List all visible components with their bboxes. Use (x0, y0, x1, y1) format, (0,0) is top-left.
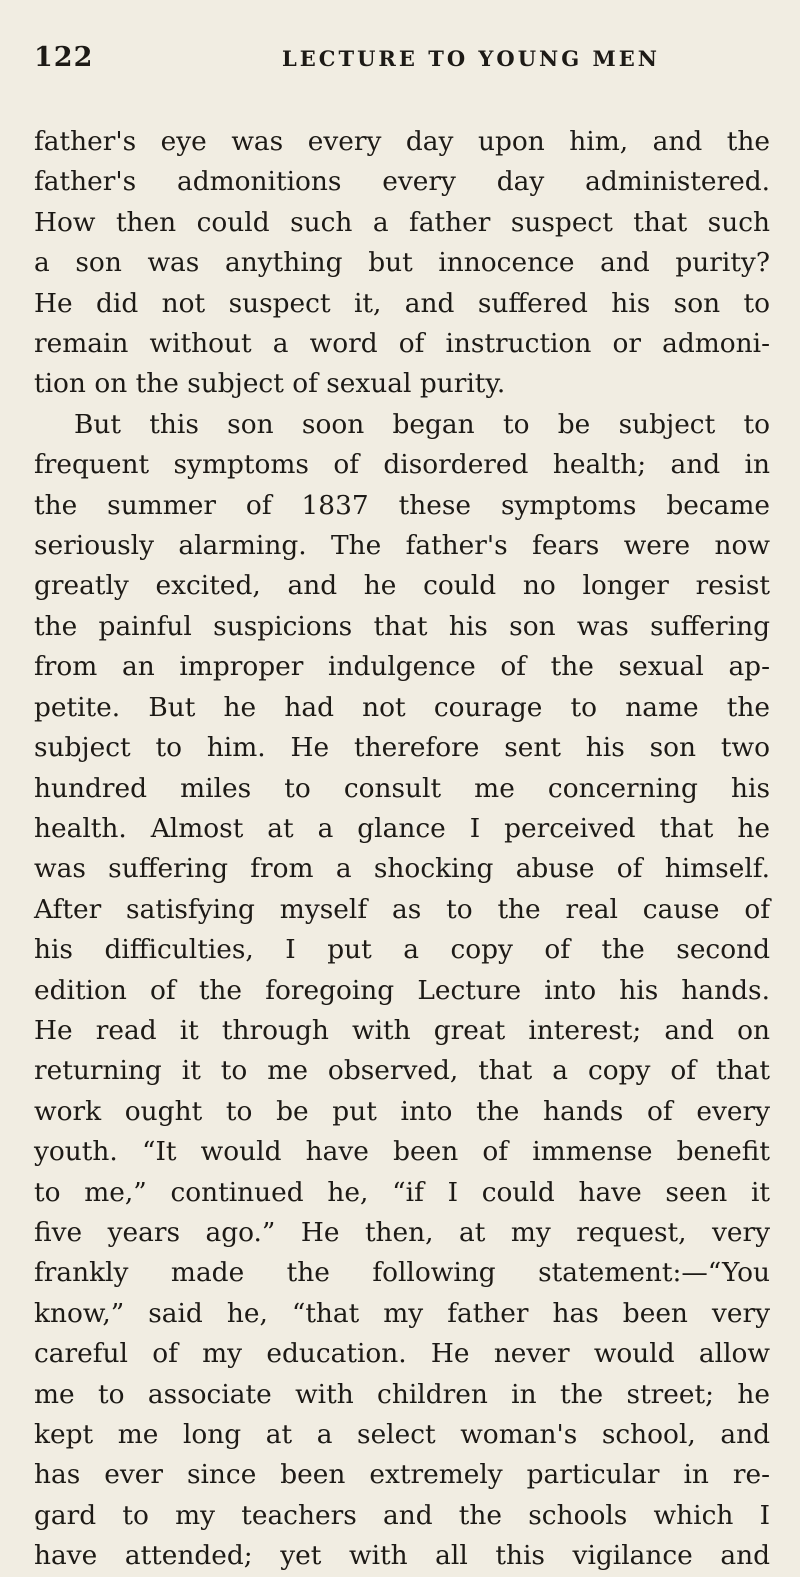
text-line: hundred miles to consult me concerning his (34, 772, 770, 804)
text-line: After satisfying myself as to the real cause of (34, 893, 770, 925)
text-line: returning it to me observed, that a copy of that (34, 1055, 770, 1087)
text-line: He did not suspect it, and suffered his son to (34, 287, 770, 319)
text-line: the summer of 1837 these symptoms became (34, 489, 770, 521)
text-line: greatly excited, and he could no longer resist (34, 570, 770, 602)
text-line: careful of my education. He never would allow (34, 1338, 770, 1370)
text-line: frankly made the following statement:—“You (34, 1257, 770, 1289)
text-line: have attended; yet with all this vigilance and (34, 1540, 770, 1572)
text-line: father's admonitions every day administered. (34, 166, 770, 198)
text-line: edition of the foregoing Lecture into his hands. (34, 974, 770, 1006)
text-line: has ever since been extremely particular in re- (34, 1459, 770, 1491)
text-line: subject to him. He therefore sent his son two (34, 732, 770, 764)
running-head (34, 36, 770, 76)
text-line: health. Almost at a glance I perceived that he (34, 812, 770, 844)
text-line: work ought to be put into the hands of every (34, 1095, 770, 1127)
text-line: his difficulties, I put a copy of the second (34, 934, 770, 966)
text-line: a son was anything but innocence and purity? (34, 247, 770, 279)
text-line: He read it through with great interest; and on (34, 1014, 770, 1046)
text-line: petite. But he had not courage to name the (34, 691, 770, 723)
running-title: LECTURE TO YOUNG MEN (282, 46, 660, 71)
text-line: seriously alarming. The father's fears were now (34, 530, 770, 562)
text-line: the painful suspicions that his son was suffering (34, 610, 770, 642)
text-line: frequent symptoms of disordered health; and in (34, 449, 770, 481)
page-number: 122 (34, 42, 94, 73)
text-line: But this son soon began to be subject to (74, 408, 770, 440)
text-line: youth. “It would have been of immense benefit (34, 1136, 770, 1168)
text-line: from an improper indulgence of the sexual ap- (34, 651, 770, 683)
text-line: know,” said he, “that my father has been very (34, 1297, 770, 1329)
text-line: gard to my teachers and the schools which I (34, 1499, 770, 1531)
text-line: to me,” continued he, “if I could have seen it (34, 1176, 770, 1208)
text-line: five years ago.” He then, at my request, very (34, 1216, 770, 1248)
text-line: remain without a word of instruction or admoni- (34, 328, 770, 360)
text-line: How then could such a father suspect that such (34, 206, 770, 238)
text-line: tion on the subject of sexual purity. (34, 368, 506, 400)
text-line: kept me long at a select woman's school, and (34, 1419, 770, 1450)
text-line: father's eye was every day upon him, and the (34, 126, 770, 157)
text-line: was suffering from a shocking abuse of himself. (34, 853, 770, 885)
body-text (34, 122, 770, 1577)
text-line: me to associate with children in the street; he (34, 1378, 770, 1410)
